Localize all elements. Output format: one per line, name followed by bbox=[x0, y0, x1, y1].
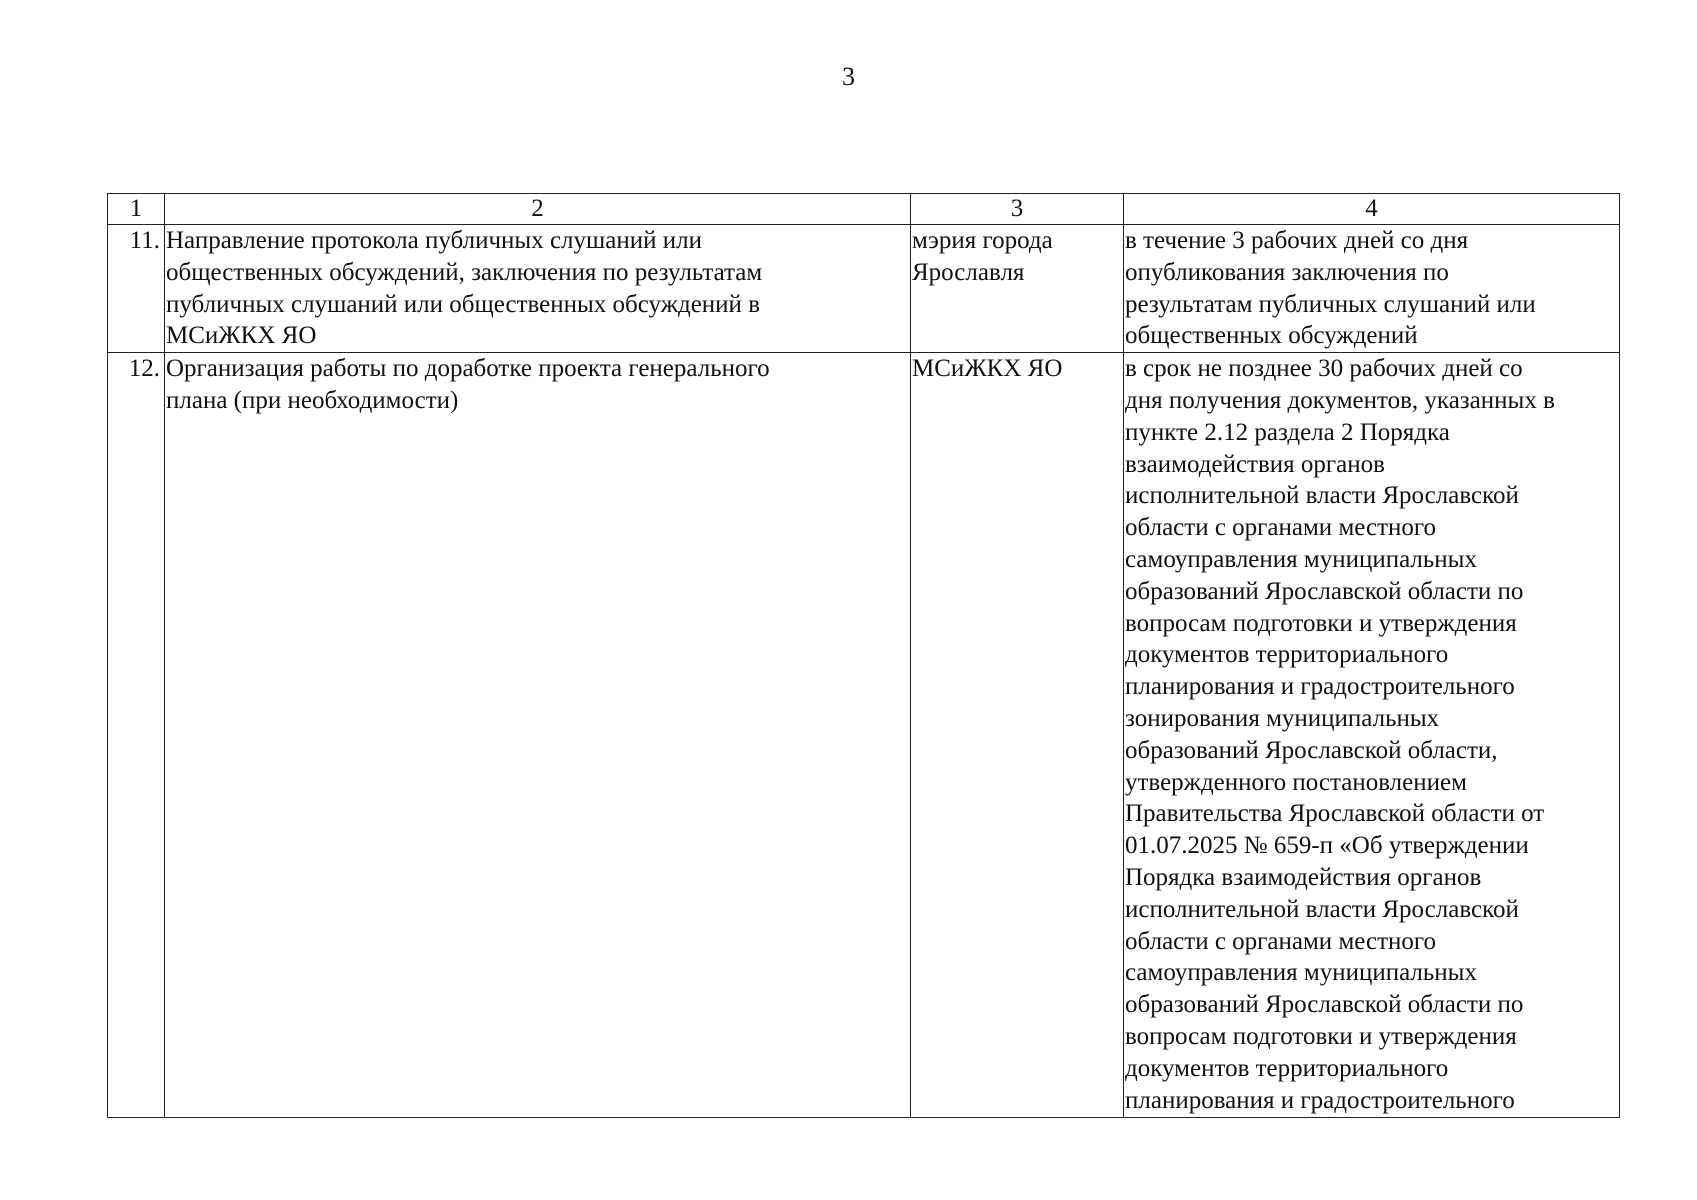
cell-text-line: мэрия города bbox=[912, 227, 1053, 254]
column-header: 1 bbox=[108, 194, 165, 225]
row-number: 11. bbox=[108, 225, 165, 353]
cell-text-line: результатам публичных слушаний или bbox=[1125, 290, 1536, 318]
cell-text-line: МСиЖКХ ЯО bbox=[166, 322, 317, 350]
cell-text-line: общественных обсуждений bbox=[1125, 322, 1418, 350]
cell-text-line: утвержденного постановлением bbox=[1125, 768, 1467, 796]
table-header-row bbox=[108, 194, 1620, 225]
cell-text-line: области с органами местного bbox=[1125, 514, 1437, 542]
cell-text-line: взаимодействия органов bbox=[1125, 450, 1385, 478]
table-row bbox=[108, 353, 1620, 1118]
schedule-table bbox=[107, 193, 1620, 1118]
page-number: 3 bbox=[842, 62, 855, 91]
column-header: 3 bbox=[911, 194, 1124, 225]
cell-text-line: пункте 2.12 раздела 2 Порядка bbox=[1125, 418, 1450, 446]
deadline-cell bbox=[1124, 225, 1620, 353]
cell-text-line: вопросам подготовки и утверждения bbox=[1125, 1022, 1517, 1050]
cell-text-line: самоуправления муниципальных bbox=[1125, 959, 1477, 987]
cell-text-line: исполнительной власти Ярославской bbox=[1125, 895, 1519, 923]
cell-text-line: МСиЖКХ ЯО bbox=[912, 355, 1063, 383]
column-header: 4 bbox=[1124, 194, 1620, 225]
cell-text-line: образований Ярославской области по bbox=[1125, 991, 1524, 1019]
row-number: 12. bbox=[108, 353, 165, 1118]
cell-text-line: публичных слушаний или общественных обсуждений в bbox=[166, 290, 760, 318]
cell-text-line: документов территориального bbox=[1125, 641, 1449, 669]
cell-text-line: исполнительной власти Ярославской bbox=[1125, 482, 1519, 510]
cell-text-line: 01.07.2025 № 659-п «Об утверждении bbox=[1125, 832, 1529, 860]
cell-text-line: Направление протокола публичных слушаний или bbox=[166, 227, 702, 254]
cell-text-line: в срок не позднее 30 рабочих дней со bbox=[1125, 355, 1523, 383]
table-row bbox=[108, 225, 1620, 353]
cell-text-line: Правительства Ярославской области от bbox=[1125, 800, 1545, 828]
cell-text-line: вопросам подготовки и утверждения bbox=[1125, 609, 1517, 637]
action-cell bbox=[165, 353, 911, 1118]
cell-text-line: общественных обсуждений, заключения по результатам bbox=[166, 258, 763, 286]
cell-text-line: дня получения документов, указанных в bbox=[1125, 386, 1555, 414]
cell-text-line: образований Ярославской области, bbox=[1125, 736, 1498, 764]
executor-cell bbox=[911, 353, 1124, 1118]
cell-text-line: планирования и градостроительного bbox=[1125, 1086, 1515, 1114]
cell-text-line: Организация работы по доработке проекта генерального bbox=[166, 355, 770, 383]
cell-text-line: самоуправления муниципальных bbox=[1125, 545, 1477, 573]
cell-text-line: Порядка взаимодействия органов bbox=[1125, 863, 1482, 891]
column-header: 2 bbox=[165, 194, 911, 225]
cell-text-line: области с органами местного bbox=[1125, 927, 1437, 955]
cell-text-line: зонирования муниципальных bbox=[1125, 704, 1440, 732]
deadline-cell bbox=[1124, 353, 1620, 1118]
executor-cell bbox=[911, 225, 1124, 353]
cell-text-line: плана (при необходимости) bbox=[166, 386, 459, 414]
action-cell bbox=[165, 225, 911, 353]
cell-text-line: документов территориального bbox=[1125, 1054, 1449, 1082]
cell-text-line: опубликования заключения по bbox=[1125, 258, 1449, 286]
cell-text-line: образований Ярославской области по bbox=[1125, 577, 1524, 605]
cell-text-line: планирования и градостроительного bbox=[1125, 673, 1515, 701]
cell-text-line: в течение 3 рабочих дней со дня bbox=[1125, 227, 1469, 254]
cell-text-line: Ярославля bbox=[912, 258, 1025, 286]
